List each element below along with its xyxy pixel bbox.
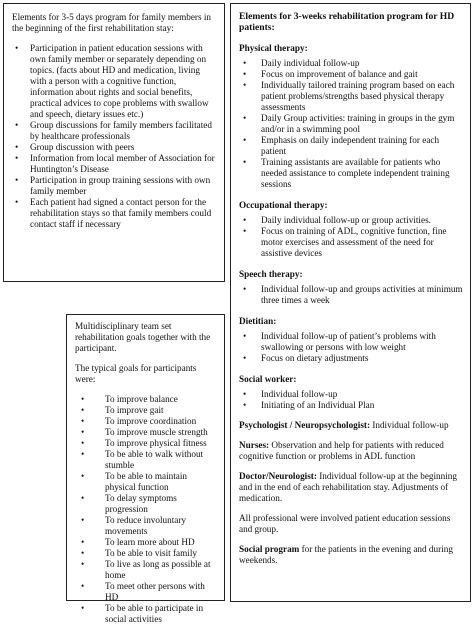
list-item: • To meet other persons with HD (75, 581, 218, 603)
social-program-line (239, 544, 464, 566)
social-program-label: Social program (239, 544, 300, 554)
family-program-list (12, 43, 218, 230)
nurses-label: Nurses: (239, 440, 270, 450)
doctor-label: Doctor/Neurologist: (239, 471, 317, 481)
rehab-program-box (230, 3, 471, 602)
list-item: • Individual follow-up and groups activities at minimum three times a week (239, 284, 464, 306)
list-item: • Daily Group activities: training in groups in the gym and/or in a swimming pool (239, 113, 464, 135)
psychologist-label: Psychologist / Neuropsychologist: (239, 420, 371, 430)
list-item: • To be able to participate in social activities (75, 603, 218, 625)
education-line: All professional were involved patient education sessions and group. (239, 513, 451, 534)
family-program-box (3, 3, 225, 282)
list-item: • To improve physical fitness (75, 438, 218, 449)
speech-therapy-heading: Speech therapy: (239, 269, 303, 279)
doctor-line (239, 471, 464, 504)
dietitian-heading: Dietitian: (239, 316, 277, 326)
list-item: • Focus on dietary adjustments (239, 353, 464, 364)
list-item: • Group discussions for family members facilitated by healthcare professionals (12, 120, 218, 142)
list-item: • To live as long as possible at home (75, 559, 218, 581)
nurses-line (239, 440, 464, 462)
list-item: • To be able to walk without stumble (75, 449, 218, 471)
list-item: • Individually tailored training program based on each patient problems/strengths based physical therapy assessments (239, 80, 464, 113)
dietitian-list (239, 331, 464, 364)
list-item: • To improve balance (75, 394, 218, 405)
list-item: • Participation in patient education sessions with own family member or separately depending on topics. (facts about HD and medication, living with a person with a cognitive function, information about rights and social benefits, practical advices to cope problems with swallow and speech, dietary issues etc.) (12, 43, 218, 120)
list-item: • Information from local member of Association for Huntington’s Disease (12, 153, 218, 175)
list-item: • Initiating of an Individual Plan (239, 400, 464, 411)
list-item: • Daily individual follow-up (239, 58, 464, 69)
list-item: • To improve gait (75, 405, 218, 416)
list-item: • To improve coordination (75, 416, 218, 427)
list-item: • To be able to maintain physical function (75, 471, 218, 493)
list-item: • Emphasis on daily independent training for each patient (239, 135, 464, 157)
occupational-therapy-list (239, 215, 464, 259)
list-item: • Focus on improvement of balance and gait (239, 69, 464, 80)
goals-list (75, 394, 218, 625)
list-item: • Each patient had signed a contact person for the rehabilitation stays so that family members could contact staff if necessary (12, 197, 218, 230)
physical-therapy-heading: Physical therapy: (239, 43, 308, 53)
nurses-text: Observation and help for patients with reduced cognitive function or problems in ADL function (239, 440, 444, 461)
list-item: • Training assistants are available for patients who needed assistance to complete independent training sessions (239, 157, 464, 190)
list-item: • Individual follow-up (239, 389, 464, 400)
social-program-text: for the patients in the evening and during weekends. (239, 544, 453, 565)
physical-therapy-list (239, 58, 464, 190)
list-item: • To reduce involuntary movements (75, 515, 218, 537)
list-item: • To learn more about HD (75, 537, 218, 548)
list-item: • To improve muscle strength (75, 427, 218, 438)
list-item: • To be able to visit family (75, 548, 218, 559)
speech-therapy-list (239, 284, 464, 306)
social-worker-heading: Social worker: (239, 374, 297, 384)
goals-box (66, 314, 225, 624)
rehab-program-title: Elements for 3-weeks rehabilitation program for HD patients: (239, 11, 455, 33)
social-worker-list (239, 389, 464, 411)
psychologist-text: Individual follow-up (370, 420, 449, 430)
list-item: • Group discussion with peers (12, 142, 218, 153)
goals-intro: The typical goals for participants were: (75, 363, 197, 384)
doctor-text: Individual follow-up at the beginning and in the end of each rehabilitation stay. Adjustments of medication. (239, 471, 457, 503)
list-item: • Daily individual follow-up or group activities. (239, 215, 464, 226)
list-item: • Focus on training of ADL, cognitive function, fine motor exercises and assessment of the need for assistive devices (239, 226, 464, 259)
psychologist-line (239, 420, 464, 431)
list-item: • Individual follow-up of patient’s problems with swallowing or persons with low weight (239, 331, 464, 353)
list-item: • To delay symptoms progression (75, 493, 218, 515)
occupational-therapy-heading: Occupational therapy: (239, 200, 328, 210)
goals-box-intro: Multidisciplinary team set rehabilitation goals together with the participant. (75, 321, 211, 353)
list-item: • Participation in group training sessions with own family member (12, 175, 218, 197)
family-program-intro: Elements for 3-5 days program for family members in the beginning of the first rehabilitation stay: (12, 12, 212, 33)
